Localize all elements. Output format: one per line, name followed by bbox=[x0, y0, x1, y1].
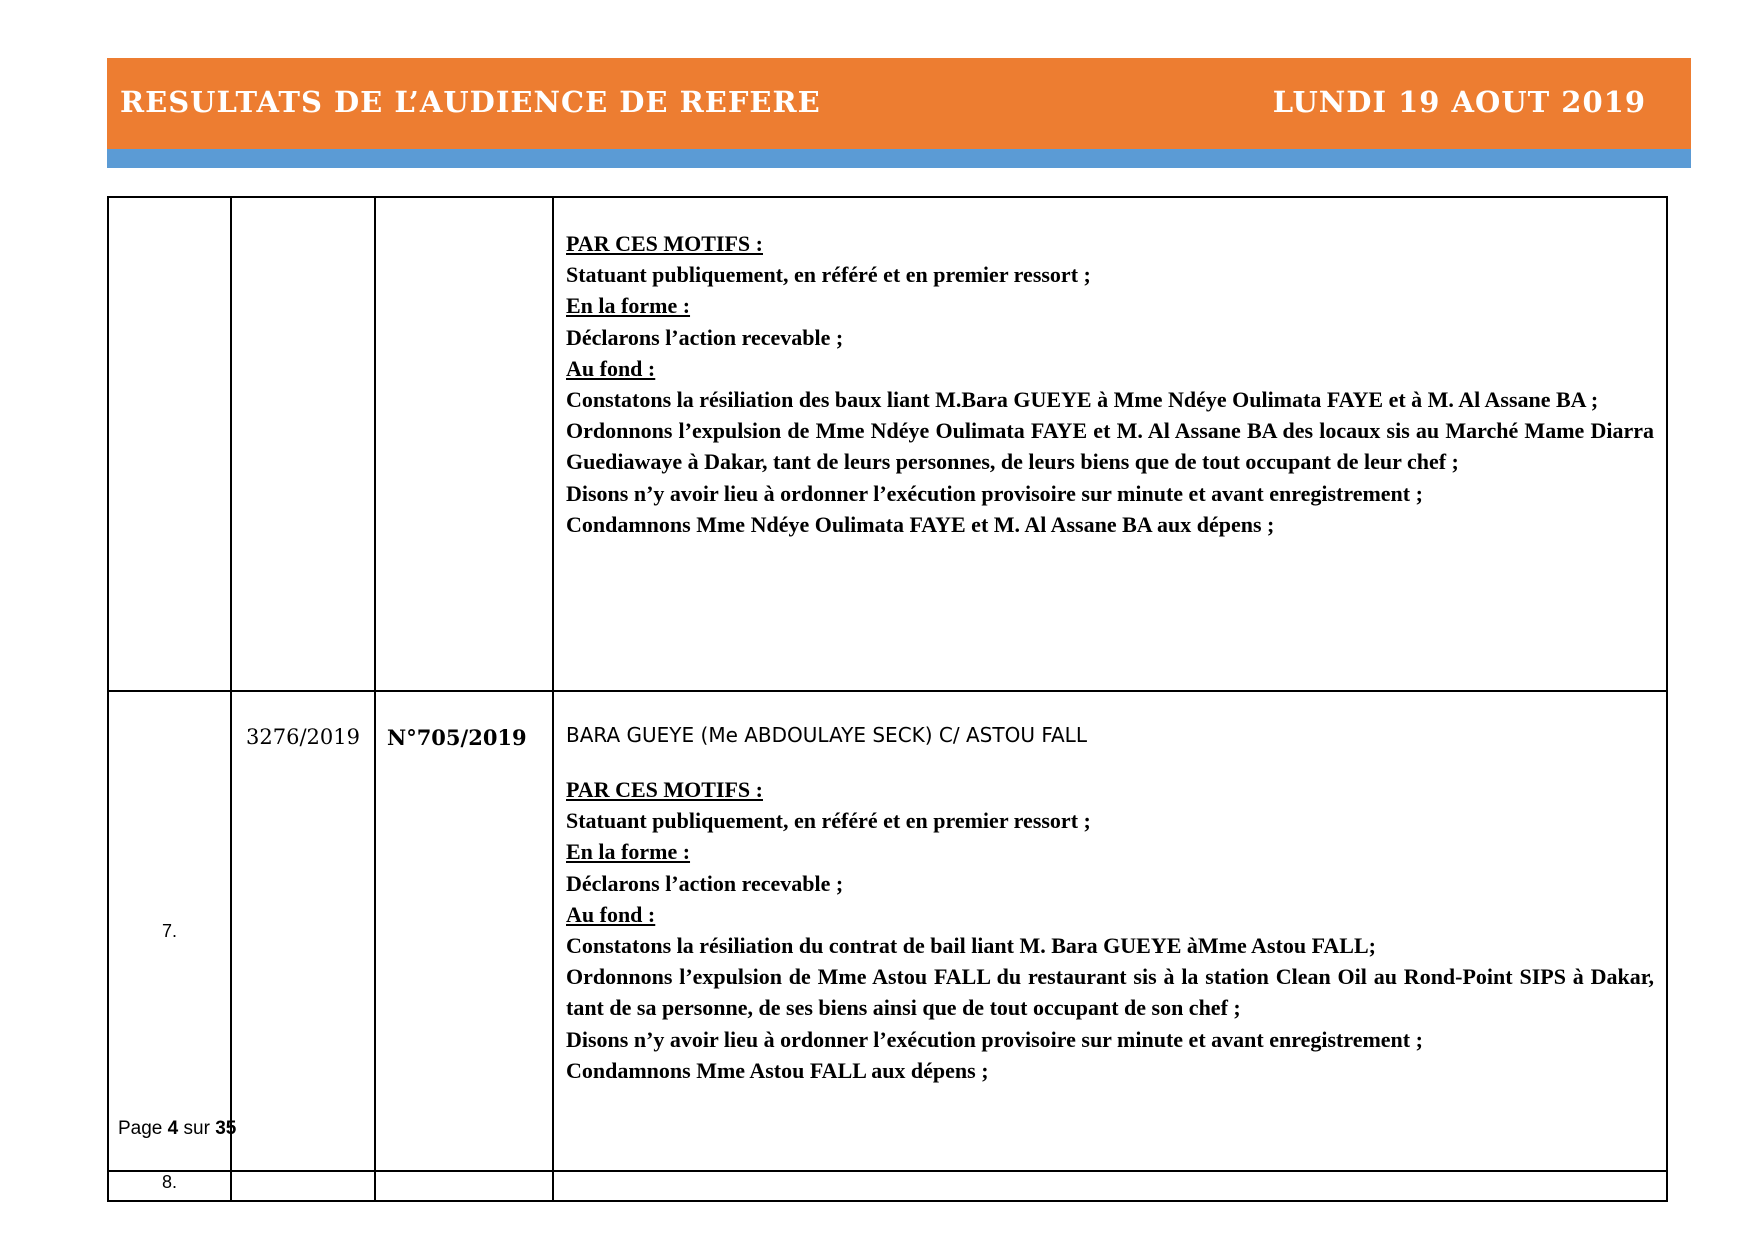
footer-page: 4 bbox=[167, 1118, 179, 1139]
results-table bbox=[107, 196, 1668, 1202]
ordonnance-number: N°705/2019 bbox=[375, 691, 553, 1171]
decision-cell bbox=[553, 691, 1667, 1171]
decision-cell bbox=[553, 1171, 1667, 1201]
page-header bbox=[107, 58, 1691, 149]
table-row bbox=[108, 1171, 1667, 1201]
decision-paragraph: Statuant publiquement, en référé et en premier ressort ; bbox=[566, 808, 1091, 834]
rg-number: 3276/2019 bbox=[231, 691, 375, 1171]
decision-heading: PAR CES MOTIFS : bbox=[566, 777, 763, 802]
decision-paragraph: Disons n’y avoir lieu à ordonner l’exécution provisoire sur minute et avant enregistrement ; bbox=[566, 1026, 1423, 1052]
ordonnance-number bbox=[375, 1171, 553, 1201]
decision-paragraph: Constatons la résiliation des baux liant M.Bara GUEYE à Mme Ndéye Oulimata FAYE et à M. Al Assane BA ; bbox=[566, 387, 1599, 413]
row-number: 8. bbox=[108, 1171, 231, 1201]
decision-text bbox=[566, 774, 1654, 1086]
decision-paragraph: Ordonnons l’expulsion de Mme Ndéye Oulimata FAYE et M. Al Assane BA des locaux sis au Marché Mame Diarra Guediawaye à Dakar, tant de leurs personnes, de leurs biens que de tout occupant de leur chef ; bbox=[566, 418, 1654, 475]
decision-cell bbox=[553, 197, 1667, 691]
table-row bbox=[108, 691, 1667, 1171]
rg-number bbox=[231, 1171, 375, 1201]
header-title: RESULTATS DE L’AUDIENCE DE REFERE bbox=[120, 85, 821, 119]
table-row bbox=[108, 197, 1667, 691]
footer-middle: sur bbox=[183, 1118, 210, 1139]
decision-paragraph: Disons n’y avoir lieu à ordonner l’exécution provisoire sur minute et avant enregistrement ; bbox=[566, 480, 1423, 506]
header-date: LUNDI 19 AOUT 2019 bbox=[1272, 85, 1646, 119]
decision-paragraph: Ordonnons l’expulsion de Mme Astou FALL du restaurant sis à la station Clean Oil au Rond-Point SIPS à Dakar, tant de sa personne, de ses biens ainsi que de tout occupant de son chef ; bbox=[566, 964, 1654, 1021]
page-footer bbox=[118, 1118, 236, 1140]
decision-heading: Au fond : bbox=[566, 901, 656, 927]
parties-text: BARA GUEYE (Me ABDOULAYE SECK) C/ ASTOU FALL bbox=[566, 723, 1087, 747]
decision-heading: En la forme : bbox=[566, 293, 691, 319]
rg-number bbox=[231, 197, 375, 691]
decision-heading: Au fond : bbox=[566, 355, 656, 381]
footer-prefix: Page bbox=[118, 1118, 163, 1139]
footer-total: 35 bbox=[215, 1118, 237, 1139]
row-number bbox=[108, 197, 231, 691]
decision-heading: PAR CES MOTIFS : bbox=[566, 231, 763, 256]
decision-paragraph: Condamnons Mme Ndéye Oulimata FAYE et M. Al Assane BA aux dépens ; bbox=[566, 511, 1275, 537]
decision-paragraph: Déclarons l’action recevable ; bbox=[566, 324, 844, 350]
decision-text bbox=[566, 228, 1654, 540]
decision-paragraph: Condamnons Mme Astou FALL aux dépens ; bbox=[566, 1057, 989, 1083]
row-number: 7. bbox=[108, 691, 231, 1171]
decision-paragraph: Constatons la résiliation du contrat de bail liant M. Bara GUEYE àMme Astou FALL; bbox=[566, 933, 1376, 959]
decision-heading: En la forme : bbox=[566, 839, 691, 865]
header-stripe bbox=[107, 149, 1691, 168]
decision-paragraph: Statuant publiquement, en référé et en premier ressort ; bbox=[566, 262, 1091, 288]
ordonnance-number bbox=[375, 197, 553, 691]
decision-paragraph: Déclarons l’action recevable ; bbox=[566, 870, 844, 896]
